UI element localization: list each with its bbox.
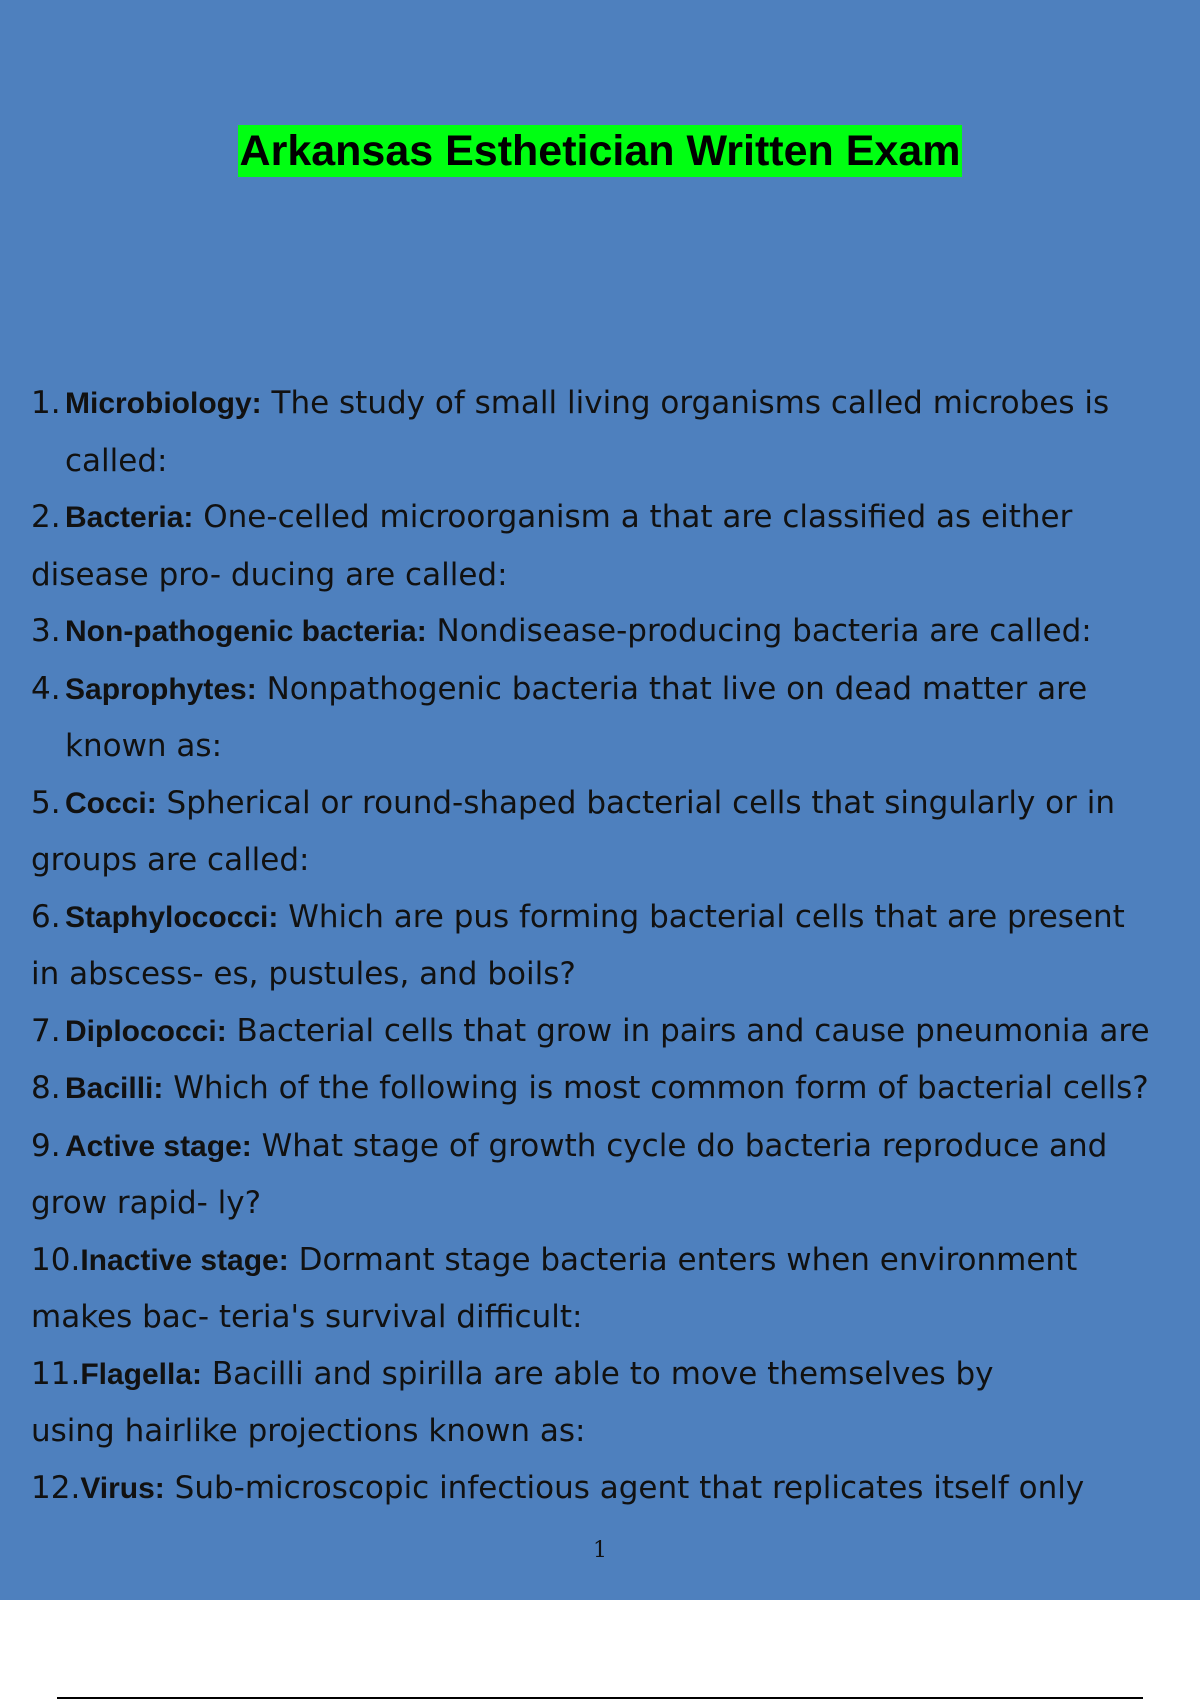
question-number: 8. — [31, 1070, 61, 1106]
question-term: Bacteria: — [65, 501, 194, 534]
question-text: Nonpathogenic bacteria that live on dead matter are — [256, 670, 1088, 707]
question-term: Inactive stage: — [80, 1243, 289, 1277]
question-item — [31, 661, 1200, 775]
question-text-continued: grow rapid- ly? — [31, 1185, 262, 1221]
question-term: Cocci: — [65, 786, 157, 820]
question-text: The study of small living organisms called microbes is — [261, 385, 1110, 421]
question-text: Which of the following is most common form of bacterial cells? — [163, 1070, 1149, 1106]
question-number: 2. — [31, 499, 61, 535]
question-text: Which are pus forming bacterial cells that are present — [278, 898, 1125, 935]
question-text-continued: makes bac- teria's survival difficult: — [31, 1299, 583, 1335]
question-number: 6. — [31, 898, 61, 935]
question-text-continued: in abscess- es, pustules, and boils? — [31, 956, 576, 992]
question-text-continued: groups are called: — [31, 842, 310, 878]
question-text: Nondisease-producing bacteria are called: — [426, 613, 1092, 649]
question-number: 9. — [31, 1127, 61, 1164]
question-item — [31, 1118, 1200, 1232]
question-number: 11. — [31, 1355, 81, 1392]
question-text-continued: called: — [65, 442, 168, 479]
question-term: Staphylococci: — [65, 900, 279, 934]
question-term: Virus: — [80, 1471, 165, 1505]
question-term: Active stage: — [65, 1129, 252, 1163]
question-item — [31, 489, 1200, 603]
question-term: Non-pathogenic bacteria: — [65, 615, 427, 648]
question-item — [31, 889, 1200, 1003]
question-item — [31, 1346, 1200, 1460]
question-number: 5. — [31, 784, 61, 821]
question-text-continued: known as: — [65, 728, 223, 764]
question-term: Diplococci: — [65, 1014, 227, 1048]
question-item — [31, 375, 1200, 489]
question-term: Flagella: — [80, 1357, 203, 1391]
question-item — [31, 1232, 1200, 1346]
footer-divider — [57, 1697, 1143, 1699]
question-item — [31, 1060, 1200, 1118]
question-text: Dormant stage bacteria enters when environment — [288, 1241, 1078, 1278]
question-number: 12. — [31, 1469, 81, 1506]
question-number: 10. — [31, 1241, 81, 1278]
question-number: 3. — [31, 613, 61, 649]
question-text: Bacilli and spirilla are able to move themselves by — [202, 1355, 994, 1392]
question-term: Bacilli: — [65, 1072, 164, 1105]
question-number: 4. — [31, 670, 61, 707]
question-list — [31, 375, 1200, 1517]
question-text: Sub-microscopic infectious agent that replicates itself only — [164, 1469, 1085, 1506]
question-item — [31, 603, 1200, 661]
question-text: Bacterial cells that grow in pairs and cause pneumonia are — [226, 1012, 1150, 1049]
question-number: 7. — [31, 1012, 61, 1049]
page-title: Arkansas Esthetician Written Exam — [239, 127, 961, 175]
question-text: Spherical or round-shaped bacterial cells that singularly or in — [156, 784, 1115, 821]
question-text: What stage of growth cycle do bacteria reproduce and — [251, 1127, 1108, 1164]
question-text: One-celled microorganism a that are classified as either — [193, 499, 1073, 535]
question-term: Microbiology: — [65, 387, 262, 420]
question-number: 1. — [31, 385, 61, 421]
page-number: 1 — [593, 1538, 607, 1563]
title-block — [0, 125, 1200, 177]
question-text-continued: using hairlike projections known as: — [31, 1413, 586, 1449]
question-item — [31, 775, 1200, 889]
question-text-continued: disease pro- ducing are called: — [31, 556, 508, 593]
question-term: Saprophytes: — [65, 672, 257, 706]
question-item — [31, 1003, 1200, 1061]
question-item — [31, 1460, 1200, 1518]
